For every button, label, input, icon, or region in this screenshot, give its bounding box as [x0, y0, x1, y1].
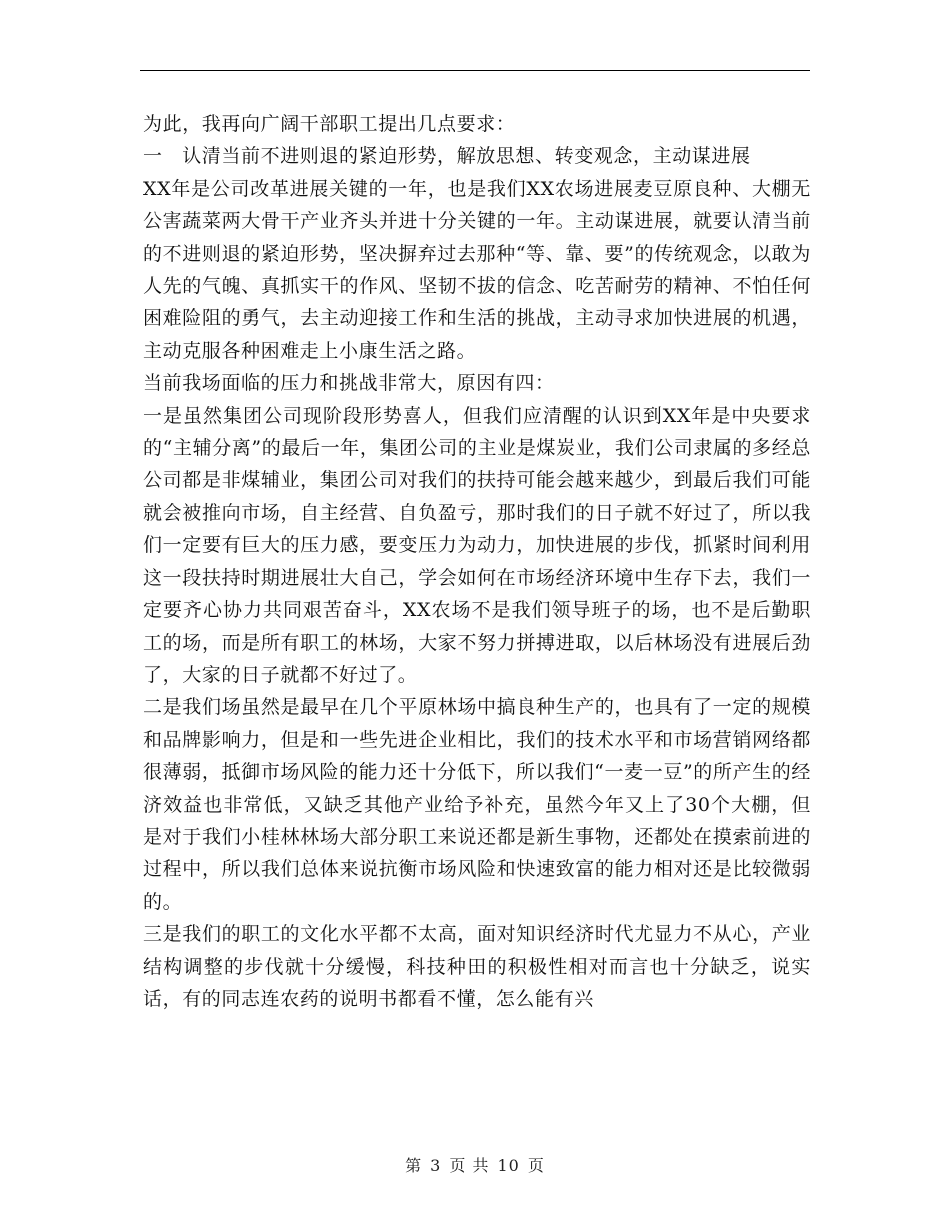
body-paragraph: 三是我们的职工的文化水平都不太高，面对知识经济时代尤显力不从心，产业结构调整的步伐就十分缓慢，科技种田的积极性相对而言也十分缺乏，说实话，有的同志连农药的说明书都看不懂，怎么能有兴 [143, 923, 811, 1010]
page-label-suffix: 页 [527, 1156, 545, 1175]
current-page-number: 3 [430, 1156, 442, 1175]
total-pages-number: 10 [497, 1156, 520, 1175]
body-paragraph: 二是我们场虽然是最早在几个平原林场中搞良种生产的，也具有了一定的规模和品牌影响力，但是和一些先进企业相比，我们的技术水平和市场营销网络都很薄弱，抵御市场风险的能力还十分低下，所以我们“一麦一豆”的所产生的经济效益也非常低，又缺乏其他产业给予补充，虽然今年又上了30个大棚，但是对于我们小桂林林场大部分职工来说还都是新生事物，还都处在摸索前进的过程中，所以我们总体来说抗衡市场风险和快速致富的能力相对还是比较微弱的。 [143, 696, 811, 913]
intro-paragraph: 为此，我再向广阔干部职工提出几点要求： [143, 113, 516, 135]
body-paragraph: 一是虽然集团公司现阶段形势喜人，但我们应清醒的认识到XX年是中央要求的“主辅分离”的最后一年，集团公司的主业是煤炭业，我们公司隶属的多经总公司都是非煤辅业，集团公司对我们的扶持可能会越来越少，到最后我们可能就会被推向市场，自主经营、自负盈亏，那时我们的日子就不好过了，所以我们一定要有巨大的压力感，要变压力为动力，加快进展的步伐，抓紧时间利用这一段扶持时期进展壮大自己，学会如何在市场经济环境中生存下去，我们一定要齐心协力共同艰苦奋斗，XX农场不是我们领导班子的场，也不是后勤职工的场，而是所有职工的林场，大家不努力拼搏进取，以后林场没有进展后劲了，大家的日子就都不好过了。 [143, 404, 811, 686]
header-rule [140, 70, 810, 71]
page-footer [0, 1153, 950, 1176]
document-body [143, 108, 811, 1148]
section-heading: 一 认清当前不进则退的紧迫形势，解放思想、转变观念，主动谋进展 [143, 145, 751, 168]
body-paragraph: XX年是公司改革进展关键的一年，也是我们XX农场进展麦豆原良种、大棚无公害蔬菜两大骨干产业齐头并进十分关键的一年。主动谋进展，就要认清当前的不进则退的紧迫形势，坚决摒弃过去那种“等、靠、要”的传统观念，以敢为人先的气魄、真抓实干的作风、坚韧不拔的信念、吃苦耐劳的精神、不怕任何困难险阻的勇气，去主动迎接工作和生活的挑战，主动寻求加快进展的机遇，主动克服各种困难走上小康生活之路。 [143, 177, 811, 362]
body-paragraph: 当前我场面临的压力和挑战非常大，原因有四： [143, 372, 555, 395]
page-label-prefix: 第 [405, 1156, 423, 1175]
page-label-mid: 页 共 [449, 1156, 490, 1175]
